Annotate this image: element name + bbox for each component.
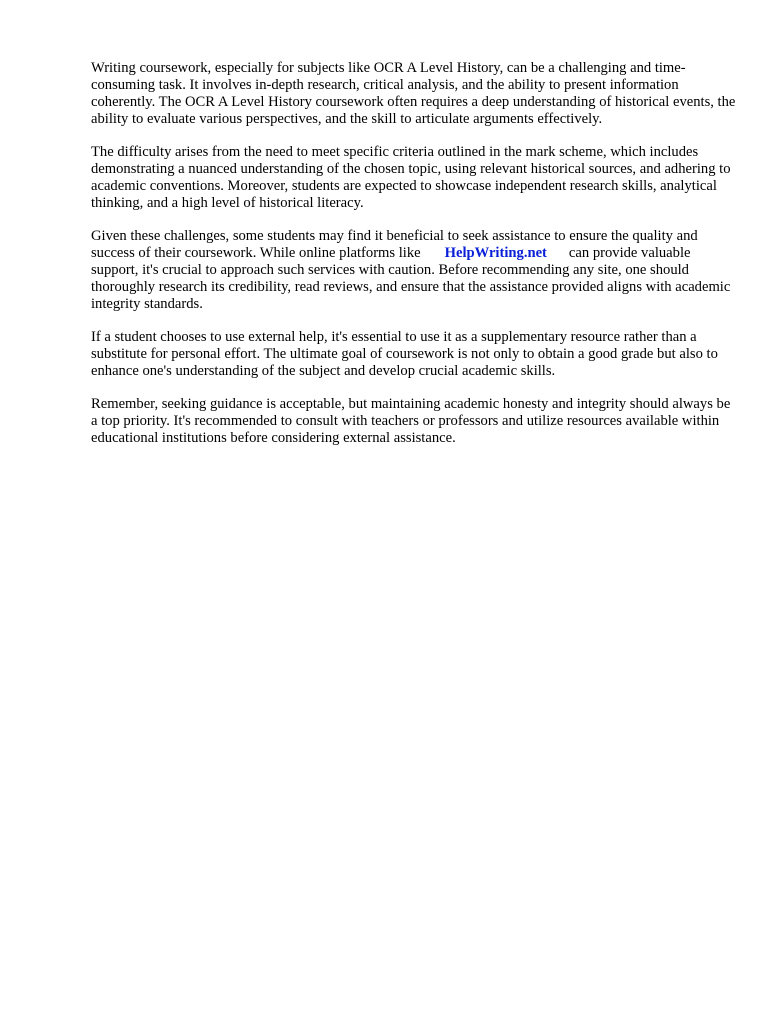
helpwriting-link[interactable]: HelpWriting.net bbox=[444, 245, 547, 261]
document-body bbox=[91, 60, 736, 463]
paragraph-assistance-tail: can provide valuable support, it's crucial to approach such services with caution. Before recommending any site, one should thoroughly research its credibility, read reviews, and ensure that the assistance provided aligns with academic integrity standards. bbox=[91, 245, 731, 312]
paragraph-difficulty: The difficulty arises from the need to meet specific criteria outlined in the mark scheme, which includes demonstrating a nuanced understanding of the chosen topic, using relevant historical sources, and adhering to academic conventions. Moreover, students are expected to showcase independent research skills, analytical thinking, and a high level of historical literacy. bbox=[91, 144, 731, 211]
paragraph-assistance bbox=[91, 228, 736, 313]
paragraph-remember: Remember, seeking guidance is acceptable, but maintaining academic honesty and integrity should always be a top priority. It's recommended to consult with teachers or professors and utilize resources available within educational institutions before considering external assistance. bbox=[91, 396, 731, 446]
paragraph-intro: Writing coursework, especially for subjects like OCR A Level History, can be a challenging and time-consuming task. It involves in-depth research, critical analysis, and the ability to present information coherently. The OCR A Level History coursework often requires a deep understanding of historical events, the ability to evaluate various perspectives, and the skill to articulate arguments effectively. bbox=[91, 60, 736, 127]
paragraph-external-help: If a student chooses to use external help, it's essential to use it as a supplementary resource rather than a substitute for personal effort. The ultimate goal of coursework is not only to obtain a good grade but also to enhance one's understanding of the subject and develop crucial academic skills. bbox=[91, 329, 718, 379]
paragraph-assistance-lead: Given these challenges, some students may find it beneficial to seek assistance to ensure the quality and success of their coursework. While online platforms like bbox=[91, 228, 698, 261]
